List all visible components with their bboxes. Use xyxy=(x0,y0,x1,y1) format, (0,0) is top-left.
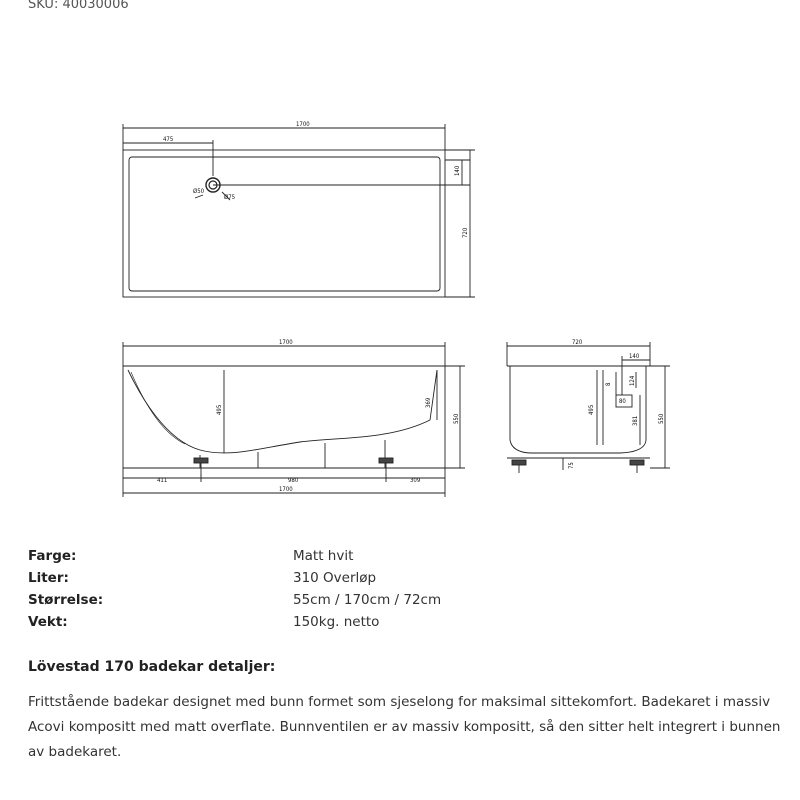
leg-mid-label: 980 xyxy=(288,477,299,484)
spec-value: 150kg. netto xyxy=(293,614,380,630)
drain-offset-label: 475 xyxy=(163,136,174,143)
top-view xyxy=(123,124,475,297)
spec-row xyxy=(28,545,588,567)
end-d381-label: 381 xyxy=(632,415,639,426)
top-length-label: 1700 xyxy=(296,121,310,128)
side-length-top-label: 1700 xyxy=(279,339,293,346)
sku-label: SKU: 40030006 xyxy=(28,0,129,12)
spec-value: 55cm / 170cm / 72cm xyxy=(293,592,442,608)
leg-left-label: 411 xyxy=(157,477,168,484)
end-height-label: 550 xyxy=(658,413,665,424)
details-description: Frittstående badekar designet med bunn formet som sjeselong for maksimal sittekomfort. Badekaret i massiv Acovi kompositt med matt overflate. Bunnventilen er av massiv kompositt, så den sitter helt integrert i bunnen av badekaret. xyxy=(28,694,781,760)
edge-offset-label: 140 xyxy=(454,165,461,176)
side-depth-right-label: 369 xyxy=(425,397,432,408)
end-depth-label: 495 xyxy=(588,404,595,415)
end-d80-label: 80 xyxy=(619,398,626,405)
drain-outer-label: Ø75 xyxy=(224,194,236,201)
top-width-label: 720 xyxy=(462,227,469,238)
spec-row xyxy=(28,611,588,633)
end-d8-label: 8 xyxy=(605,382,612,386)
side-height-label: 550 xyxy=(453,413,460,424)
details-title: Lövestad 170 badekar detaljer: xyxy=(28,659,276,675)
end-d124-label: 124 xyxy=(629,375,636,386)
end-d140-label: 140 xyxy=(629,353,640,360)
spec-label: Størrelse: xyxy=(28,592,104,608)
end-width-label: 720 xyxy=(572,339,583,346)
leg-right-label: 309 xyxy=(410,477,421,484)
specs-table xyxy=(28,545,588,633)
side-view xyxy=(123,342,465,497)
spec-row xyxy=(28,589,588,611)
drain-inner-label: Ø50 xyxy=(193,188,205,195)
spec-value: Matt hvit xyxy=(293,548,354,564)
end-foot-label: 75 xyxy=(568,462,575,469)
spec-label: Liter: xyxy=(28,570,69,586)
spec-value: 310 Overløp xyxy=(293,570,377,586)
side-length-bottom-label: 1700 xyxy=(279,486,293,493)
spec-label: Farge: xyxy=(28,548,77,564)
spec-label: Vekt: xyxy=(28,614,68,630)
side-depth-left-label: 495 xyxy=(216,404,223,415)
spec-row xyxy=(28,567,588,589)
